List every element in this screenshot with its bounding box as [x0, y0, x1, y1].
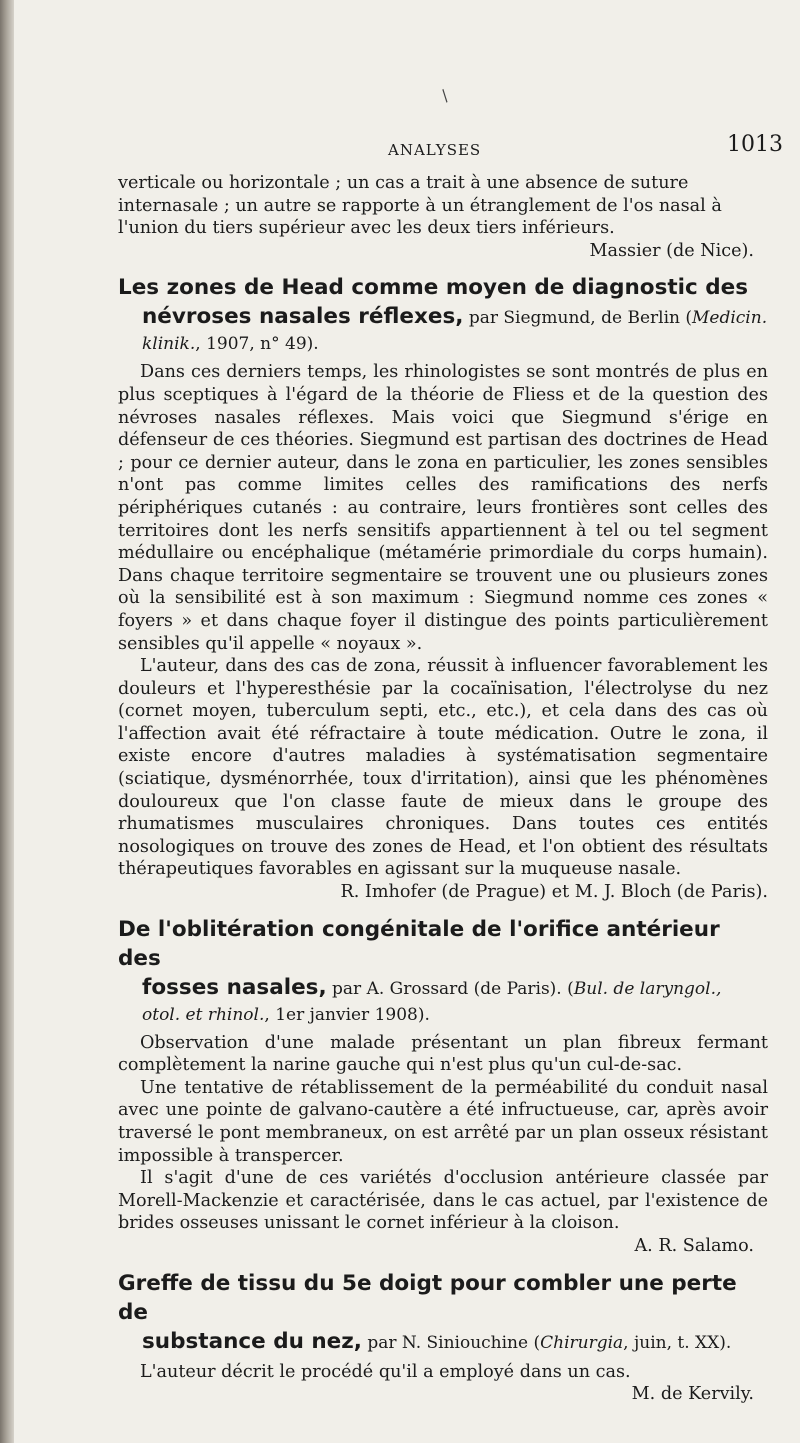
abstract-entry [118, 916, 768, 1028]
running-head: ANALYSES [388, 141, 482, 159]
entry-source-continued [118, 332, 768, 357]
author-signature: Massier (de Nice). [589, 240, 754, 261]
abstract-entry [118, 274, 768, 357]
page-header [0, 128, 800, 158]
entry-heading [118, 916, 768, 1003]
author-signature: M. de Kervily. [631, 1384, 754, 1405]
journal-name: otol. et rhinol. [142, 1004, 265, 1025]
paragraph: Il s'agit d'une de ces variétés d'occlusion antérieure classée par Morell-Mackenzie et caractérisée, dans le cas actuel, par l'existence de brides osseuses unissant le cornet inférieur à la cloison. [118, 1168, 768, 1234]
entry-source: par N. Siniouchine ( [361, 1332, 541, 1353]
journal-reference: , 1907, n° 49). [195, 334, 319, 355]
paragraph: Dans ces derniers temps, les rhinologistes se sont montrés de plus en plus sceptiques à l'égard de la théorie de Fliess et de la question des névroses nasales réflexes. Mais voici que Siegmund s'érige en défenseur de ces théories. Siegmund est partisan des doctrines de Head ; pour ce dernier auteur, dans le zona en particulier, les zones sensibles n'ont pas comme limites celles des ramifications des nerfs périphériques cutanés : au contraire, leurs frontières sont celles des territoires dont les nerfs sensitifs appartiennent à tel ou tel segment médullaire ou encéphalique (métamérie primordiale du corps humain). Dans chaque territoire segmentaire se trouvent une ou plusieurs zones où la sensibilité est à son maximum : Siegmund nomme ces zones « foyers » et dans chaque foyer il distingue des points particulièrement sensibles qu'il appelle « noyaux ». [118, 362, 768, 654]
entry-title-continued: fosses nasales, [142, 974, 327, 1000]
paragraph: L'auteur, dans des cas de zona, réussit à influencer favorablement les douleurs et l'hyperesthésie par la cocaïnisation, l'électrolyse du nez (cornet moyen, tuberculum septi, etc., etc.), et cela dans des cas où l'affection avait été réfractaire à toute médication. Outre le zona, il existe encore d'autres maladies à systématisation segmentaire (sciatique, dysménorrhée, toux d'irritation), ainsi que les phénomènes douloureux que l'on classe faute de mieux dans le groupe des rhumatismes musculaires chroniques. Dans toutes ces entités nosologiques on trouve des zones de Head, et l'on obtient des résultats thérapeutiques favorables en agissant sur la muqueuse nasale. [118, 656, 768, 880]
journal-name: Medicin. [692, 308, 768, 329]
entry-source: par Siegmund, de Berlin ( [463, 308, 692, 329]
pencil-mark: / [437, 86, 453, 105]
entry-title: Greffe de tissu du 5e doigt pour combler une perte de [118, 1270, 737, 1325]
text-line: l'union du tiers supérieur avec les deux tiers inférieurs. [118, 218, 615, 239]
paragraph: Observation d'une malade présentant un plan fibreux fermant complètement la narine gauche qui n'est plus qu'un cul-de-sac. [118, 1032, 768, 1076]
journal-name: Chirurgia [540, 1332, 624, 1353]
entry-source-continued [118, 1003, 768, 1028]
entry-title: Les zones de Head comme moyen de diagnostic des [118, 275, 749, 301]
text-line: verticale ou horizontale ; un cas a trait à une absence de suture [118, 173, 689, 193]
page-binding-shadow [0, 0, 14, 1443]
author-signature: A. R. Salamo. [634, 1235, 754, 1256]
journal-reference: , juin, t. XX). [623, 1332, 732, 1353]
entry-heading [118, 1270, 768, 1357]
entry-title-continued: substance du nez, [142, 1328, 362, 1354]
journal-name: klinik. [142, 334, 196, 355]
entry-title: De l'oblitération congénitale de l'orifice antérieur des [118, 916, 720, 971]
article-body [118, 172, 768, 1406]
abstract-entry [118, 1270, 768, 1357]
paragraph: Une tentative de rétablissement de la perméabilité du conduit nasal avec une pointe de galvano-cautère a été infructueuse, car, après avoir traversé le pont membraneux, on est arrêté par un plan osseux résistant impossible à transpercer. [118, 1077, 768, 1166]
journal-reference: , 1er janvier 1908). [264, 1004, 430, 1025]
text-line: internasale ; un autre se rapporte à un étranglement de l'os nasal à [118, 195, 722, 216]
entry-heading [118, 274, 768, 332]
author-signature: R. Imhofer (de Prague) et M. J. Bloch (de Paris). [340, 882, 768, 903]
entry-title-continued: névroses nasales réflexes, [142, 304, 464, 330]
journal-name: Bul. de laryngol., [573, 978, 722, 999]
paragraph: L'auteur décrit le procédé qu'il a employé dans un cas. [140, 1361, 631, 1382]
entry-continuation [118, 172, 768, 262]
page-number: 1013 [727, 132, 783, 157]
entry-source: par A. Grossard (de Paris). ( [326, 978, 574, 999]
